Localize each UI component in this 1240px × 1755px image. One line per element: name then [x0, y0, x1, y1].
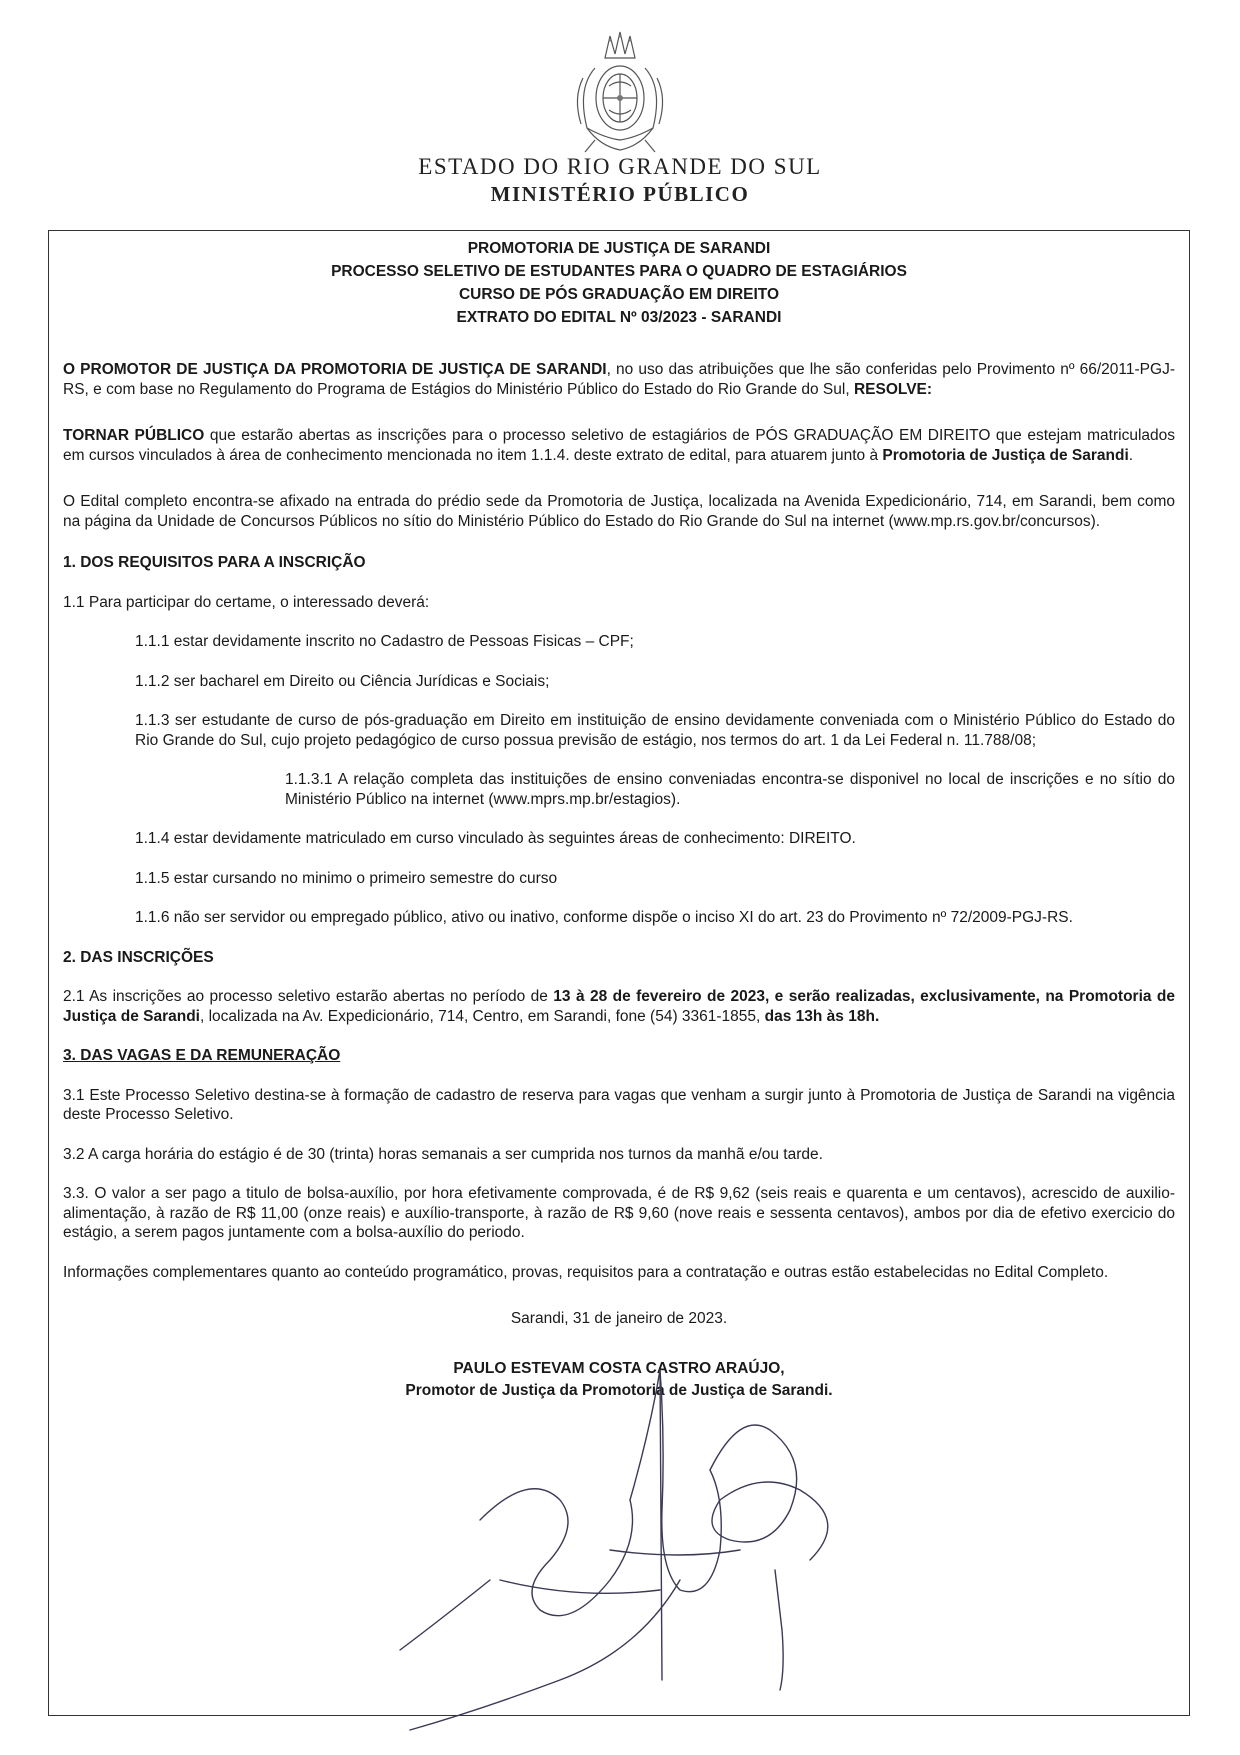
item-3-3: 3.3. O valor a ser pago a titulo de bolsa-auxílio, por hora efetivamente comprovada, é de R$ 9,62 (seis reais e quarenta e um centavos), acrescido de auxilio-alimentação, à razão de R$ 11,00 (onze reais) e auxílio-transporte, à razão de R$ 9,60 (nove reais e sessenta centavos), ambos por dia de efetivo exercicio do estágio, a serem pagos juntamente com a bolsa-auxílio do periodo.	[63, 1185, 1175, 1241]
signatory-role: Promotor de Justiça da Promotoria de Justiça de Sarandi.	[405, 1382, 833, 1399]
coat-of-arms-emblem	[565, 28, 675, 158]
s2-bold-dates: 13 à 28 de fevereiro de 2023, e serão realizadas, exclusivamente, na Promotoria de Justiça de Sarandi	[63, 988, 1175, 1025]
complementary-info: Informações complementares quanto ao conteúdo programático, provas, requisitos para a contratação e outras estão estabelecidas no Edital Completo.	[63, 1263, 1109, 1281]
tornar-lead: TORNAR PÚBLICO	[63, 427, 205, 444]
place-date: Sarandi, 31 de janeiro de 2023.	[510, 1310, 728, 1327]
edital-info-paragraph: O Edital completo encontra-se afixado na entrada do prédio sede da Promotoria de Justiça, localizada na Avenida Expedicionário, 714, em Sarandi, bem como na página da Unidade de Concursos Públicos no sítio do Ministério Público do Estado do Rio Grande do Sul na internet (www.mp.rs.gov.br/concursos).	[63, 493, 1175, 530]
section-2-title: 2. DAS INSCRIÇÕES	[63, 948, 214, 966]
intro-paragraph	[63, 360, 1175, 399]
signatory-name: PAULO ESTEVAM COSTA CASTRO ARAÚJO,	[453, 1360, 785, 1377]
item-1-1-5: 1.1.5 estar cursando no minimo o primeiro semestre do curso	[135, 869, 558, 887]
item-1-1-3: 1.1.3 ser estudante de curso de pós-graduação em Direito em instituição de ensino devidamente conveniada com o Ministério Público do Estado do Rio Grande do Sul, cujo projeto pedagógico de curso possua previsão de estágio, nos termos do art. 1 da Lei Federal n. 11.788/08;	[135, 712, 1175, 749]
document-frame	[48, 230, 1190, 1716]
ministry-name: MINISTÉRIO PÚBLICO	[490, 182, 750, 206]
heading-line-2: PROCESSO SELETIVO DE ESTUDANTES PARA O QUADRO DE ESTAGIÁRIOS	[331, 263, 907, 280]
heading-line-3: CURSO DE PÓS GRADUAÇÃO EM DIREITO	[458, 286, 780, 303]
item-1-1-4: 1.1.4 estar devidamente matriculado em curso vinculado às seguintes áreas de conhecimento: DIREITO.	[135, 830, 856, 847]
item-1-1-3-1: 1.1.3.1 A relação completa das instituições de ensino conveniadas encontra-se disponivel no local de inscrições e no sítio do Ministério Público na internet (www.mprs.mp.br/estagios).	[285, 771, 1175, 808]
tornar-promotoria: Promotoria de Justiça de Sarandi	[882, 446, 1129, 464]
item-1-1-6: 1.1.6 não ser servidor ou empregado público, ativo ou inativo, conforme dispõe o inciso XI do art. 23 do Provimento nº 72/2009-PGJ-RS.	[135, 909, 1073, 926]
item-1-1-1: 1.1.1 estar devidamente inscrito no Cadastro de Pessoas Fisicas – CPF;	[135, 633, 634, 650]
section-1-lead: 1.1 Para participar do certame, o interessado deverá:	[63, 593, 430, 611]
s2-mid: , localizada na Av. Expedicionário, 714, Centro, em Sarandi, fone (54) 3361-1855,	[199, 1007, 765, 1025]
heading-line-4: EXTRATO DO EDITAL Nº 03/2023 - SARANDI	[456, 309, 782, 326]
tornar-tail: .	[1128, 446, 1134, 464]
state-name: ESTADO DO RIO GRANDE DO SUL	[418, 154, 822, 179]
s2-bold-hours: das 13h às 18h.	[764, 1007, 880, 1025]
item-3-1: 3.1 Este Processo Seletivo destina-se à formação de cadastro de reserva para vagas que venham a surgir junto à Promotoria de Justiça de Sarandi na vigência deste Processo Seletivo.	[63, 1086, 1175, 1123]
s2-start: 2.1 As inscrições ao processo seletivo estarão abertas no período de	[63, 988, 554, 1005]
section-2-paragraph	[63, 987, 1175, 1026]
intro-text: , no uso das atribuições que lhe são conferidas pelo Provimento nº 66/2011-PGJ-RS, e com base no Regulamento do Programa de Estágios do Ministério Público do Estado do Rio Grande do Sul,	[63, 361, 1175, 398]
document-body	[63, 237, 1175, 1402]
tornar-text: que estarão abertas as inscrições para o processo seletivo de estagiários de PÓS GRADUAÇÃO EM DIREITO que estejam matriculados em cursos vinculados à área de conhecimento mencionada no item 1.1.4. deste extrato de edital, para atuarem junto à	[63, 427, 1175, 464]
section-3-title: 3. DAS VAGAS E DA REMUNERAÇÃO	[63, 1047, 341, 1064]
intro-lead: O PROMOTOR DE JUSTIÇA DA PROMOTORIA DE JUSTIÇA DE SARANDI	[63, 361, 607, 378]
edital-heading	[63, 237, 1175, 329]
heading-line-1: PROMOTORIA DE JUSTIÇA DE SARANDI	[467, 240, 771, 257]
tornar-paragraph	[63, 426, 1175, 465]
intro-resolve: RESOLVE:	[853, 380, 933, 398]
section-1-title: 1. DOS REQUISITOS PARA A INSCRIÇÃO	[63, 554, 366, 571]
item-1-1-2: 1.1.2 ser bacharel em Direito ou Ciência Jurídicas e Sociais;	[135, 672, 550, 690]
item-3-2: 3.2 A carga horária do estágio é de 30 (trinta) horas semanais a ser cumprida nos turnos da manhã e/ou tarde.	[63, 1145, 823, 1163]
signatory-block	[63, 1358, 1175, 1402]
